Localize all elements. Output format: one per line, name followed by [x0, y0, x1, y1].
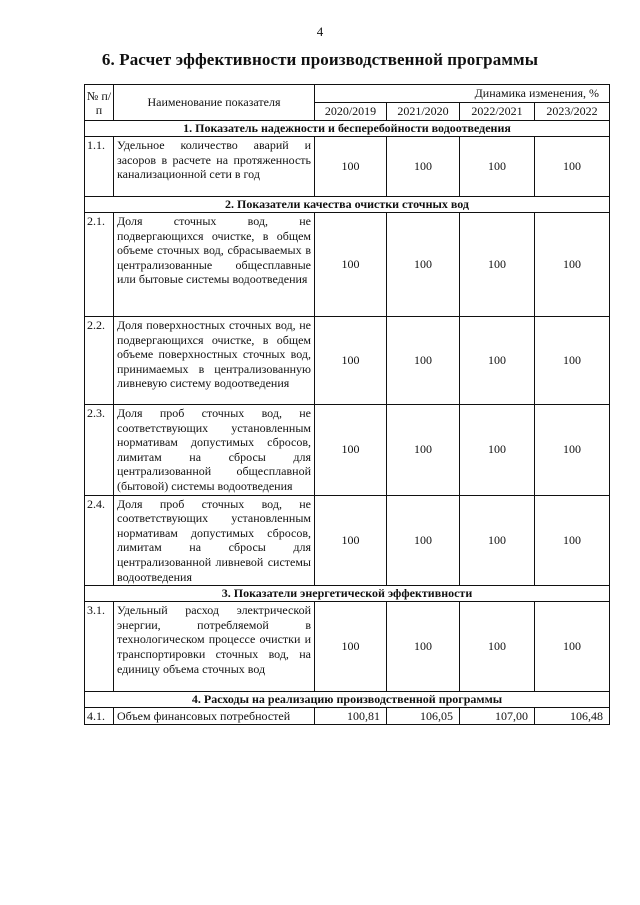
- indicator-name: Объем финансовых потребностей: [114, 708, 315, 725]
- indicator-value: 100: [535, 405, 610, 496]
- indicator-name: Доля проб сточных вод, не соответствующих установленным нормативам допустимых сбросов, лимитам на сбросы для централизованной ливневой системы водоотведения: [114, 495, 315, 586]
- header-year: 2023/2022: [535, 103, 610, 121]
- indicator-value: 107,00: [460, 708, 535, 725]
- section-row: [85, 692, 610, 708]
- indicator-value: 100: [315, 317, 387, 405]
- indicator-value: 100: [315, 137, 387, 197]
- section-title: 1. Показатель надежности и бесперебойности водоотведения: [85, 121, 610, 137]
- indicator-value: 100: [535, 495, 610, 586]
- indicator-value: 100: [387, 405, 460, 496]
- section-row: [85, 121, 610, 137]
- indicator-value: 106,48: [535, 708, 610, 725]
- indicator-value: 100: [460, 405, 535, 496]
- indicator-name: Доля поверхностных сточных вод, не подвергающихся очистке, в общем объеме поверхностных сточных вод, принимаемых в централизованную ливневую систему водоотведения: [114, 317, 315, 405]
- indicator-name: Удельное количество аварий и засоров в расчете на протяженность канализационной сети в год: [114, 137, 315, 197]
- header-year: 2020/2019: [315, 103, 387, 121]
- row-number: 3.1.: [85, 602, 114, 692]
- indicator-name: Доля сточных вод, не подвергающихся очистке, в общем объеме сточных вод, сбрасываемых в централизованные общесплавные или бытовые системы водоотведения: [114, 213, 315, 317]
- section-title: 3. Показатели энергетической эффективности: [85, 586, 610, 602]
- header-num: № п/п: [85, 85, 114, 121]
- header-year: 2021/2020: [387, 103, 460, 121]
- section-title: 4. Расходы на реализацию производственной программы: [85, 692, 610, 708]
- table-row: [85, 495, 610, 586]
- indicator-value: 100: [460, 137, 535, 197]
- section-title: 2. Показатели качества очистки сточных вод: [85, 197, 610, 213]
- section-row: [85, 197, 610, 213]
- header-dynamics: Динамика изменения, %: [315, 85, 610, 103]
- page-number: 4: [316, 24, 324, 39]
- table-row: [85, 137, 610, 197]
- row-number: 1.1.: [85, 137, 114, 197]
- indicator-value: 100,81: [315, 708, 387, 725]
- header-year: 2022/2021: [460, 103, 535, 121]
- indicator-name: Доля проб сточных вод, не соответствующих установленным нормативам допустимых сбросов, лимитам на сбросы для централизованной общесплавной (бытовой) системы водоотведения: [114, 405, 315, 496]
- indicator-value: 100: [315, 213, 387, 317]
- header-name: Наименование показателя: [114, 85, 315, 121]
- indicator-value: 100: [387, 602, 460, 692]
- table-row: [85, 213, 610, 317]
- indicator-value: 100: [387, 137, 460, 197]
- indicator-value: 100: [460, 317, 535, 405]
- indicator-value: 100: [387, 213, 460, 317]
- efficiency-table: [84, 84, 610, 725]
- row-number: 2.4.: [85, 495, 114, 586]
- row-number: 2.3.: [85, 405, 114, 496]
- indicator-value: 100: [535, 137, 610, 197]
- table-row: [85, 708, 610, 725]
- indicator-value: 106,05: [387, 708, 460, 725]
- table-row: [85, 317, 610, 405]
- indicator-value: 100: [460, 213, 535, 317]
- indicator-value: 100: [387, 495, 460, 586]
- indicator-value: 100: [315, 495, 387, 586]
- row-number: 2.2.: [85, 317, 114, 405]
- page-title: 6. Расчет эффективности производственной программы: [101, 50, 539, 69]
- indicator-value: 100: [460, 602, 535, 692]
- indicator-value: 100: [535, 602, 610, 692]
- row-number: 4.1.: [85, 708, 114, 725]
- indicator-name: Удельный расход электрической энергии, потребляемой в технологическом процессе очистки и транспортировки сточных вод, на единицу объема сточных вод: [114, 602, 315, 692]
- indicator-value: 100: [460, 495, 535, 586]
- indicator-value: 100: [535, 317, 610, 405]
- section-row: [85, 586, 610, 602]
- indicator-value: 100: [315, 602, 387, 692]
- table-row: [85, 405, 610, 496]
- row-number: 2.1.: [85, 213, 114, 317]
- indicator-value: 100: [535, 213, 610, 317]
- indicator-value: 100: [315, 405, 387, 496]
- indicator-value: 100: [387, 317, 460, 405]
- table-row: [85, 602, 610, 692]
